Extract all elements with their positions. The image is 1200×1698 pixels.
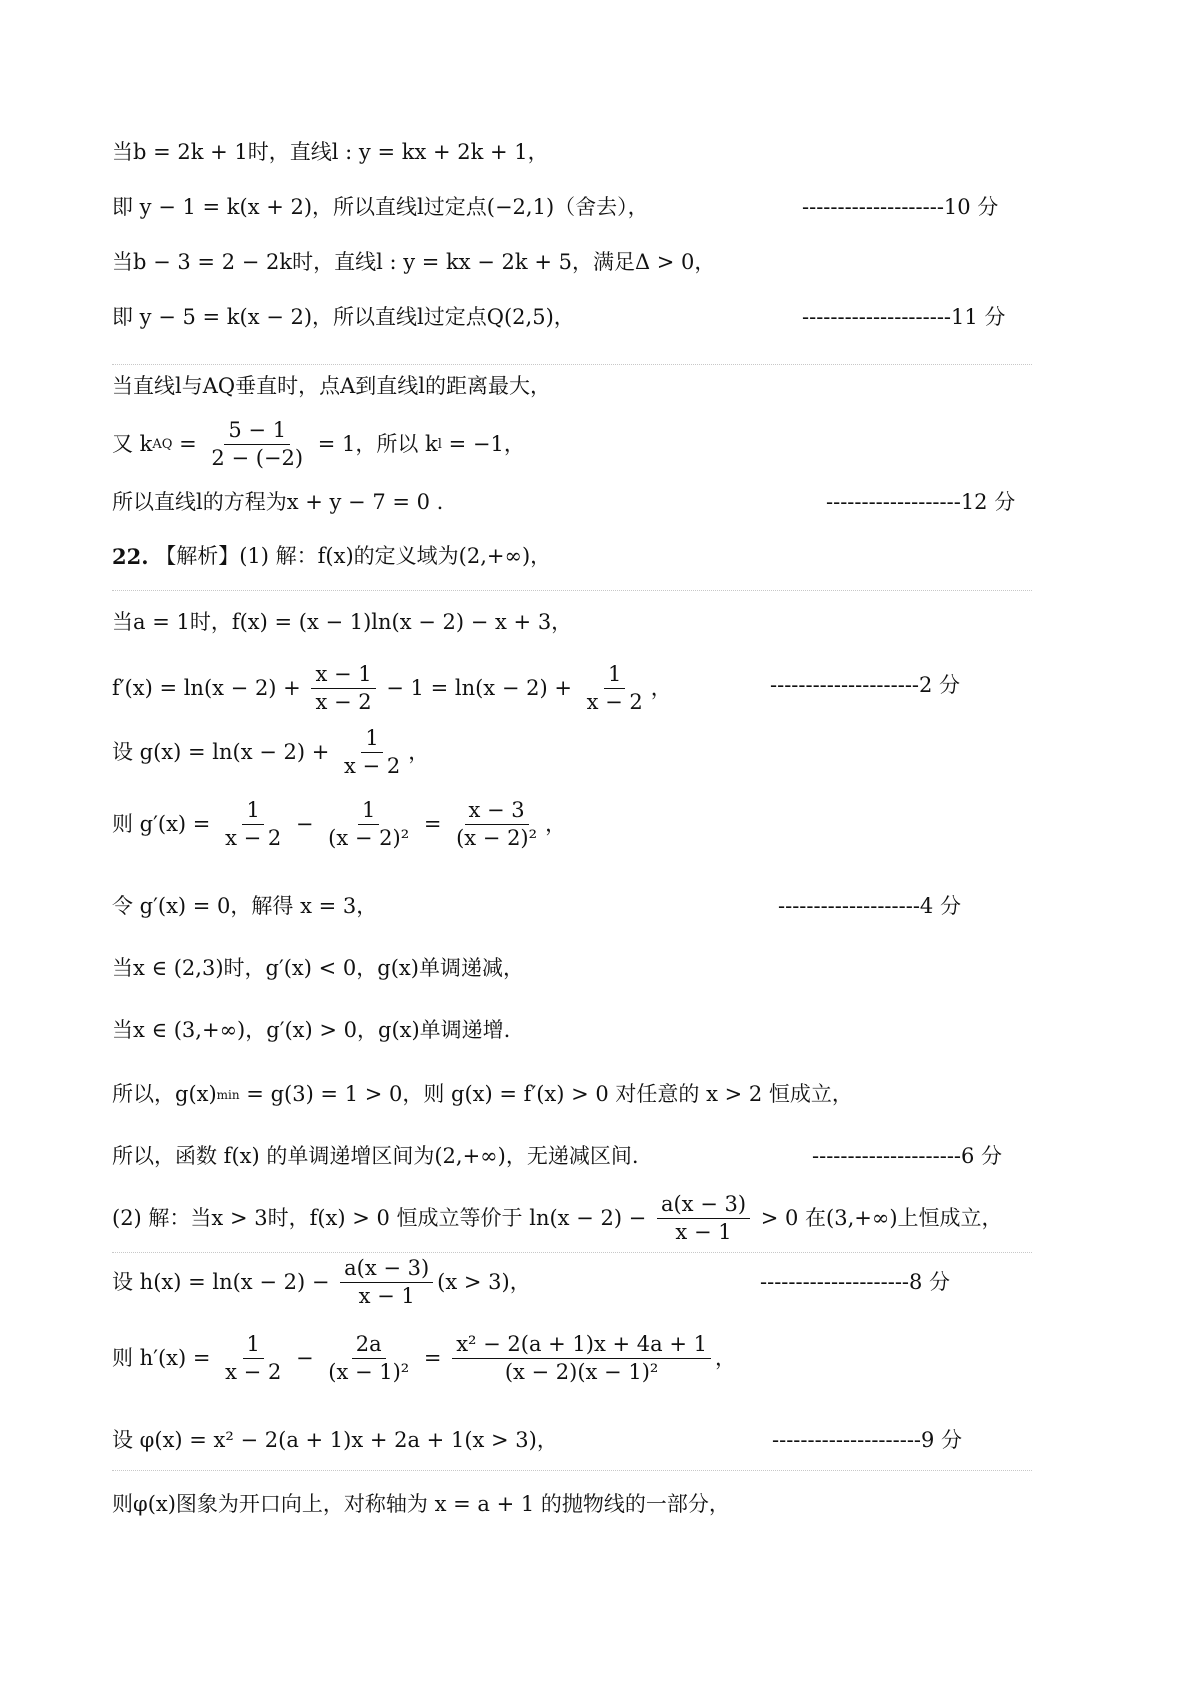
line-text: − 1 = ln(x − 2) + <box>379 676 579 700</box>
score-marker-8: ---------------------8 分 <box>760 1270 951 1294</box>
denominator: x − 2 <box>315 690 372 714</box>
fraction <box>207 420 307 469</box>
numerator: a(x − 3) <box>340 1258 433 1283</box>
line-text: 又 k <box>112 432 153 456</box>
numerator: 1 <box>604 664 625 689</box>
numerator: x − 3 <box>465 800 529 825</box>
question-number: 22. <box>112 544 149 569</box>
text-line-22 <box>112 1494 730 1515</box>
line-text: = <box>417 1346 449 1370</box>
text-line-10 <box>112 664 672 713</box>
line-text: = −1， <box>441 432 525 456</box>
text-line-17 <box>112 1146 639 1167</box>
fraction <box>311 664 375 713</box>
text-line-2 <box>112 197 649 218</box>
score-marker-2: ---------------------2 分 <box>770 673 961 697</box>
score-marker-9: ---------------------9 分 <box>772 1428 963 1452</box>
line-text: f′(x) = ln(x − 2) + <box>112 676 308 700</box>
score-marker-6: ---------------------6 分 <box>812 1144 1003 1168</box>
numerator: x² − 2(a + 1)x + 4a + 1 <box>452 1334 711 1359</box>
text-line-6 <box>112 420 525 469</box>
dotted-separator <box>112 1470 1032 1471</box>
line-text: 所以，函数 f(x) 的单调递增区间为(2,+∞)，无递减区间. <box>112 1144 639 1168</box>
fraction <box>452 1334 711 1383</box>
text-line-13 <box>112 896 377 917</box>
denominator: x − 2 <box>586 690 643 714</box>
line-text: 当b = 2k + 1时，直线l : y = kx + 2k + 1， <box>112 140 549 164</box>
text-line-4 <box>112 307 575 328</box>
numerator: 1 <box>243 1334 264 1359</box>
line-text: 当x ∈ (2,3)时，g′(x) < 0，g(x)单调递减， <box>112 956 524 980</box>
line-text: ， <box>714 1346 736 1370</box>
fraction <box>324 1334 413 1383</box>
fraction <box>340 1258 433 1307</box>
text-line-19 <box>112 1258 531 1307</box>
numerator: 2a <box>352 1334 386 1359</box>
dotted-separator <box>112 590 1032 591</box>
denominator: x − 2 <box>225 1360 282 1384</box>
line-text: 当直线l与AQ垂直时，点A到直线l的距离最大， <box>112 374 551 398</box>
fraction <box>340 728 404 777</box>
line-text: ， <box>408 740 430 764</box>
dotted-separator <box>112 1252 1032 1253</box>
denominator: (x − 2)² <box>328 826 410 850</box>
denominator: x − 2 <box>225 826 282 850</box>
numerator: x − 1 <box>311 664 375 689</box>
question-22-heading <box>112 546 551 567</box>
numerator: 1 <box>242 800 263 825</box>
denominator: (x − 2)(x − 1)² <box>504 1360 659 1384</box>
line-text: (x > 3)， <box>437 1270 531 1294</box>
text-line-9 <box>112 612 572 633</box>
score-marker-10: --------------------10 分 <box>802 195 999 219</box>
line-text: 令 g′(x) = 0，解得 x = 3， <box>112 894 378 918</box>
numerator: a(x − 3) <box>657 1194 750 1219</box>
line-text: = <box>417 812 449 836</box>
line-text: 所以直线l的方程为x + y − 7 = 0 . <box>112 490 444 514</box>
line-text: − <box>289 812 321 836</box>
subscript: AQ <box>152 437 173 452</box>
line-text: 当a = 1时，f(x) = (x − 1)ln(x − 2) − x + 3， <box>112 610 573 634</box>
equals-text: = <box>172 432 204 456</box>
subscript: l <box>437 437 442 452</box>
score-marker-11: ---------------------11 分 <box>802 305 1006 329</box>
text-line-11 <box>112 728 429 777</box>
fraction <box>324 800 413 849</box>
line-text: − <box>289 1346 321 1370</box>
line-text: 所以，g(x) <box>112 1082 217 1106</box>
subscript: min <box>216 1087 240 1102</box>
denominator: x − 1 <box>675 1220 732 1244</box>
line-text: > 0 在(3,+∞)上恒成立， <box>754 1206 1003 1230</box>
text-line-5 <box>112 376 551 397</box>
dotted-separator <box>112 364 1032 365</box>
line-text: (2) 解：当x > 3时，f(x) > 0 恒成立等价于 ln(x − 2) − <box>112 1206 653 1230</box>
denominator: x − 2 <box>344 754 401 778</box>
text-line-16 <box>112 1084 853 1105</box>
fraction <box>583 664 647 713</box>
fraction <box>221 800 285 849</box>
line-text: 则φ(x)图象为开口向上，对称轴为 x = a + 1 的抛物线的一部分， <box>112 1492 730 1516</box>
fraction <box>452 800 541 849</box>
text-line-15 <box>112 1020 510 1041</box>
text-line-21 <box>112 1430 558 1451</box>
line-text: 即 y − 1 = k(x + 2)，所以直线l过定点(−2,1)（舍去）， <box>112 195 649 219</box>
text-line-14 <box>112 958 524 979</box>
line-text: 【解析】(1) 解：f(x)的定义域为(2,+∞)， <box>148 544 552 568</box>
numerator: 1 <box>361 728 382 753</box>
line-text: 设 g(x) = ln(x − 2) + <box>112 740 337 764</box>
text-line-20 <box>112 1334 736 1383</box>
line-text: ， <box>545 812 567 836</box>
fraction <box>221 1334 285 1383</box>
text-line-7 <box>112 492 443 513</box>
line-text: = 1，所以 k <box>311 432 438 456</box>
text-line-12 <box>112 800 566 849</box>
text-line-1 <box>112 142 549 163</box>
line-text: 设 h(x) = ln(x − 2) − <box>112 1270 337 1294</box>
denominator: 2 − (−2) <box>211 446 304 470</box>
line-text: = g(3) = 1 > 0，则 g(x) = f′(x) > 0 对任意的 x > 2 恒成立， <box>239 1082 853 1106</box>
text-line-18 <box>112 1194 1003 1243</box>
line-text: ， <box>650 676 672 700</box>
line-text: 设 φ(x) = x² − 2(a + 1)x + 2a + 1(x > 3)， <box>112 1428 558 1452</box>
score-marker-12: -------------------12 分 <box>826 490 1016 514</box>
denominator: (x − 2)² <box>456 826 538 850</box>
numerator: 1 <box>358 800 379 825</box>
line-text: 则 h′(x) = <box>112 1346 218 1370</box>
text-line-3 <box>112 252 715 273</box>
line-text: 当b − 3 = 2 − 2k时，直线l : y = kx − 2k + 5，满足Δ > 0， <box>112 250 716 274</box>
score-marker-4: --------------------4 分 <box>778 894 961 918</box>
line-text: 则 g′(x) = <box>112 812 218 836</box>
fraction <box>657 1194 750 1243</box>
line-text: 当x ∈ (3,+∞)，g′(x) > 0，g(x)单调递增. <box>112 1018 511 1042</box>
denominator: (x − 1)² <box>328 1360 410 1384</box>
denominator: x − 1 <box>358 1284 415 1308</box>
line-text: 即 y − 5 = k(x − 2)，所以直线l过定点Q(2,5)， <box>112 305 575 329</box>
numerator: 5 − 1 <box>224 420 290 445</box>
